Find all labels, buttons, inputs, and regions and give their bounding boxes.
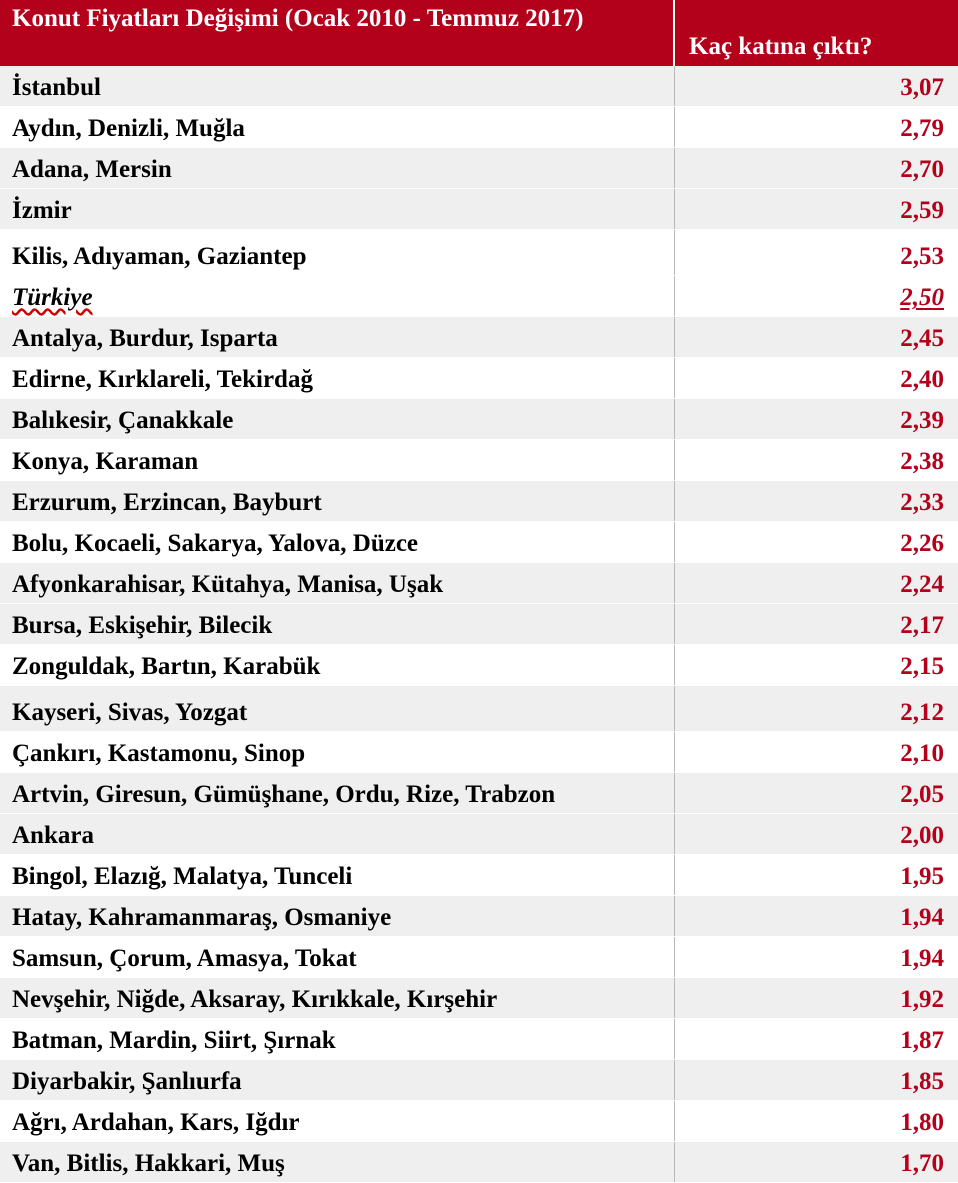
value-cell: 2,10 <box>674 732 958 773</box>
table-header <box>0 0 958 66</box>
region-cell: Afyonkarahisar, Kütahya, Manisa, Uşak <box>0 563 674 604</box>
table-row <box>0 732 958 773</box>
region-cell: Edirne, Kırklareli, Tekirdağ <box>0 358 674 399</box>
value-cell: 1,85 <box>674 1060 958 1101</box>
region-cell: Çankırı, Kastamonu, Sinop <box>0 732 674 773</box>
value-cell: 1,94 <box>674 896 958 937</box>
table-title: Konut Fiyatları Değişimi (Ocak 2010 - Temmuz 2017) <box>12 5 584 32</box>
value-cell: 1,95 <box>674 855 958 896</box>
value-cell: 3,07 <box>674 66 958 107</box>
region-cell: Hatay, Kahramanmaraş, Osmaniye <box>0 896 674 937</box>
table-row <box>0 107 958 148</box>
value-cell: 2,33 <box>674 481 958 522</box>
region-cell: Ankara <box>0 814 674 855</box>
region-cell: İzmir <box>0 189 674 230</box>
table-row-turkiye <box>0 276 958 317</box>
region-cell: Ağrı, Ardahan, Kars, Iğdır <box>0 1101 674 1142</box>
table-row <box>0 66 958 107</box>
table-row <box>0 773 958 814</box>
table-row <box>0 855 958 896</box>
table-row <box>0 604 958 645</box>
table-body <box>0 66 958 1183</box>
value-cell: 2,38 <box>674 440 958 481</box>
table-row <box>0 686 958 732</box>
region-cell: Antalya, Burdur, Isparta <box>0 317 674 358</box>
region-cell: Bingol, Elazığ, Malatya, Tunceli <box>0 855 674 896</box>
region-label: Türkiye <box>12 284 93 311</box>
value-cell: 2,39 <box>674 399 958 440</box>
region-cell <box>0 276 674 317</box>
region-cell: Bursa, Eskişehir, Bilecik <box>0 604 674 645</box>
table-row <box>0 978 958 1019</box>
table-row <box>0 1019 958 1060</box>
table-row <box>0 896 958 937</box>
value-cell: 2,70 <box>674 148 958 189</box>
table-row <box>0 522 958 563</box>
region-cell: Samsun, Çorum, Amasya, Tokat <box>0 937 674 978</box>
value-cell: 1,92 <box>674 978 958 1019</box>
value-cell: 2,05 <box>674 773 958 814</box>
value-cell: 2,26 <box>674 522 958 563</box>
value-cell: 2,53 <box>674 230 958 276</box>
table-row <box>0 189 958 230</box>
region-cell: Adana, Mersin <box>0 148 674 189</box>
table-row <box>0 399 958 440</box>
region-cell: Batman, Mardin, Siirt, Şırnak <box>0 1019 674 1060</box>
value-cell: 2,45 <box>674 317 958 358</box>
value-cell: 2,79 <box>674 107 958 148</box>
region-cell: Erzurum, Erzincan, Bayburt <box>0 481 674 522</box>
region-cell: Nevşehir, Niğde, Aksaray, Kırıkkale, Kırşehir <box>0 978 674 1019</box>
value-cell: 2,12 <box>674 686 958 732</box>
region-cell: Balıkesir, Çanakkale <box>0 399 674 440</box>
region-cell: İstanbul <box>0 66 674 107</box>
region-cell: Kayseri, Sivas, Yozgat <box>0 686 674 732</box>
value-cell: 2,17 <box>674 604 958 645</box>
region-cell: Aydın, Denizli, Muğla <box>0 107 674 148</box>
value-cell <box>674 276 958 317</box>
table-row <box>0 814 958 855</box>
table-row <box>0 440 958 481</box>
region-cell: Zonguldak, Bartın, Karabük <box>0 645 674 686</box>
table-row <box>0 148 958 189</box>
value-label: 2,50 <box>900 284 944 311</box>
value-cell: 2,40 <box>674 358 958 399</box>
table-row <box>0 481 958 522</box>
table-row <box>0 1060 958 1101</box>
value-cell: 2,00 <box>674 814 958 855</box>
region-cell: Bolu, Kocaeli, Sakarya, Yalova, Düzce <box>0 522 674 563</box>
region-cell: Konya, Karaman <box>0 440 674 481</box>
value-cell: 1,80 <box>674 1101 958 1142</box>
value-cell: 2,24 <box>674 563 958 604</box>
table-row <box>0 645 958 686</box>
value-column-header: Kaç katına çıktı? <box>674 0 958 66</box>
table-row <box>0 1101 958 1142</box>
value-cell: 2,59 <box>674 189 958 230</box>
value-cell: 1,70 <box>674 1142 958 1183</box>
region-cell: Artvin, Giresun, Gümüşhane, Ordu, Rize, Trabzon <box>0 773 674 814</box>
value-cell: 1,94 <box>674 937 958 978</box>
table-row <box>0 563 958 604</box>
region-cell: Van, Bitlis, Hakkari, Muş <box>0 1142 674 1183</box>
table-row <box>0 230 958 276</box>
table-row <box>0 358 958 399</box>
table-row <box>0 937 958 978</box>
table-row <box>0 1142 958 1183</box>
table-row <box>0 317 958 358</box>
region-cell: Diyarbakir, Şanlıurfa <box>0 1060 674 1101</box>
value-cell: 1,87 <box>674 1019 958 1060</box>
value-cell: 2,15 <box>674 645 958 686</box>
region-cell: Kilis, Adıyaman, Gaziantep <box>0 230 674 276</box>
